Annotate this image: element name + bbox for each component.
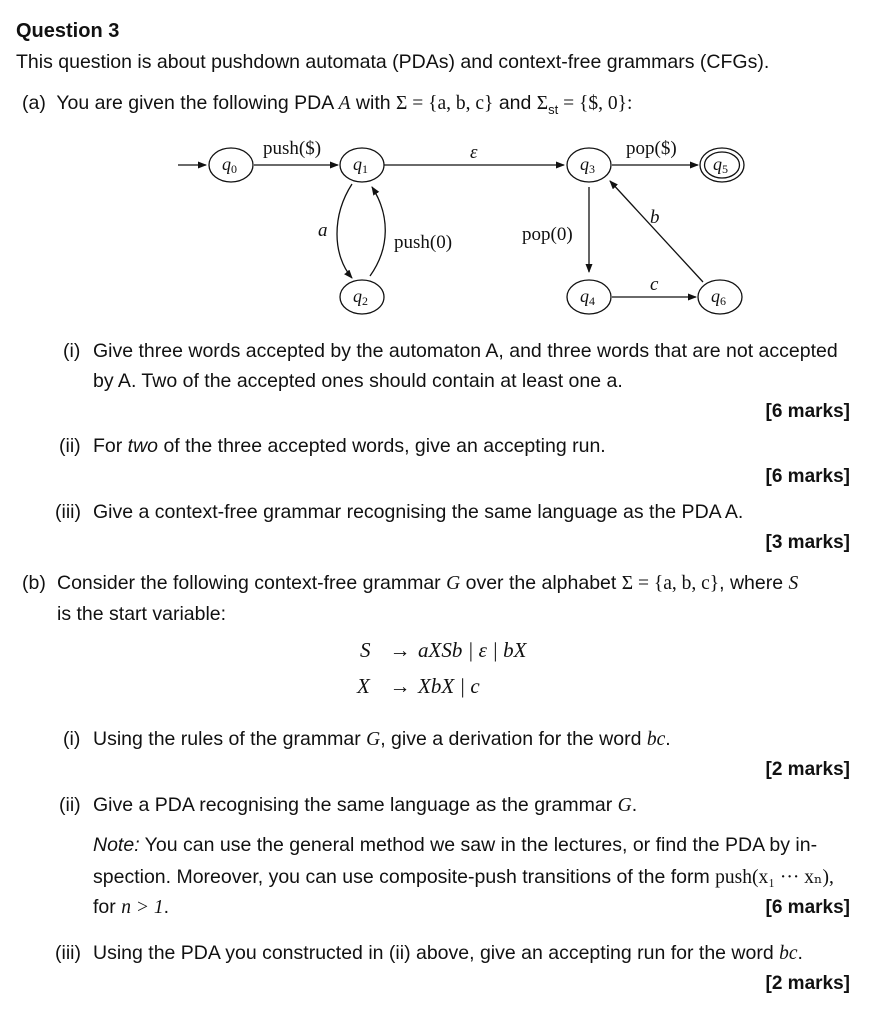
- pda-diagram: [0, 130, 895, 330]
- sigma-def: Σ = {a, b, c}: [396, 93, 494, 114]
- part-a-iii-num: (iii): [55, 501, 81, 523]
- sigma-st-def: = {$, 0}:: [558, 93, 633, 114]
- part-a-i-line1: Give three words accepted by the automaton A, and three words that are not accepted: [93, 340, 838, 362]
- state-label-q5: q5: [713, 154, 728, 176]
- start-variable: S: [788, 573, 799, 594]
- part-b-ii-num: (ii): [59, 794, 81, 816]
- part-b-line2: is the start variable:: [57, 603, 227, 625]
- part-a-heading: [22, 92, 632, 117]
- part-a-and: and: [498, 92, 532, 114]
- edge-q6-q3: [610, 181, 703, 282]
- part-a-with: with: [355, 92, 391, 114]
- part-a-iii-marks: [3 marks]: [765, 532, 850, 553]
- question-intro: This question is about pushdown automata (PDAs) and context-free grammars (CFGs).: [16, 51, 770, 73]
- state-label-q6: q6: [711, 286, 726, 308]
- question-title: Question 3: [16, 20, 120, 42]
- state-label-q0: q0: [222, 154, 237, 176]
- state-label-q2: q2: [353, 286, 368, 308]
- label-q4-q6: c: [650, 274, 659, 295]
- state-label-q4: q4: [580, 286, 595, 308]
- part-b-ii-note-line2: spection. Moreover, you can use composite-push transitions of the form push(x₁ ··· xₙ),: [93, 866, 834, 888]
- part-b-ii-marks: [6 marks]: [765, 897, 850, 918]
- part-a-i-num: (i): [63, 340, 81, 362]
- part-a-iii-text: Give a context-free grammar recognising the same language as the PDA A.: [93, 501, 744, 523]
- grammar-rule-x: X → XbX | c: [357, 674, 480, 698]
- grammar-rule-s: S → aXSb | ε | bX: [360, 638, 527, 662]
- alphabet-def: Σ = {a, b, c}: [621, 573, 720, 594]
- label-q6-q3: b: [650, 207, 660, 228]
- part-b-i-text: Using the rules of the grammar G, give a derivation for the word bc.: [93, 728, 671, 750]
- emphasis-two: two: [127, 435, 159, 457]
- part-b-ii-text: Give a PDA recognising the same language as the grammar G.: [93, 794, 638, 816]
- part-b-ii-note-line1: Note: You can use the general method we saw in the lectures, or find the PDA by in-: [93, 834, 818, 856]
- part-b-iii-text: Using the PDA you constructed in (ii) above, give an accepting run for the word bc.: [93, 942, 803, 964]
- edge-q1-q2: [337, 184, 352, 278]
- part-b-label: (b): [22, 572, 46, 594]
- part-b-line1: Consider the following context-free grammar G over the alphabet Σ = {a, b, c}, where S: [57, 572, 799, 594]
- part-b-ii-note-line3: for n > 1.: [93, 896, 170, 918]
- part-a-i-line2: by A. Two of the accepted ones should contain at least one a.: [93, 370, 623, 392]
- composite-push: push(x₁ ··· xₙ),: [715, 867, 834, 888]
- sigma-st-symbol: Σ: [536, 93, 549, 114]
- label-q1-q2: a: [318, 220, 328, 241]
- label-q1-q3: ε: [470, 142, 478, 163]
- label-q2-q1: push(0): [394, 232, 453, 253]
- part-a-ii-text: For two of the three accepted words, give an accepting run.: [93, 435, 606, 457]
- grammar-name: G: [446, 573, 461, 594]
- part-a-ii-marks: [6 marks]: [765, 466, 850, 487]
- state-label-q1: q1: [353, 154, 368, 176]
- pda-name: A: [338, 93, 351, 114]
- label-q3-q4: pop(0): [522, 224, 573, 245]
- sigma-st-sub: st: [548, 101, 559, 117]
- state-label-q3: q3: [580, 154, 595, 176]
- part-a-i-marks: [6 marks]: [765, 401, 850, 422]
- part-b-i-marks: [2 marks]: [765, 759, 850, 780]
- part-b-iii-num: (iii): [55, 942, 81, 964]
- part-a-label: (a): [22, 92, 46, 114]
- edge-q2-q1: [370, 187, 385, 276]
- part-a-lead: You are given the following PDA: [56, 92, 334, 114]
- label-q3-q5: pop($): [626, 138, 677, 159]
- part-a-ii-num: (ii): [59, 435, 81, 457]
- label-q0-q1: push($): [263, 138, 322, 159]
- part-b-iii-marks: [2 marks]: [765, 973, 850, 994]
- part-b-i-num: (i): [63, 728, 81, 750]
- note-label: Note:: [93, 834, 140, 856]
